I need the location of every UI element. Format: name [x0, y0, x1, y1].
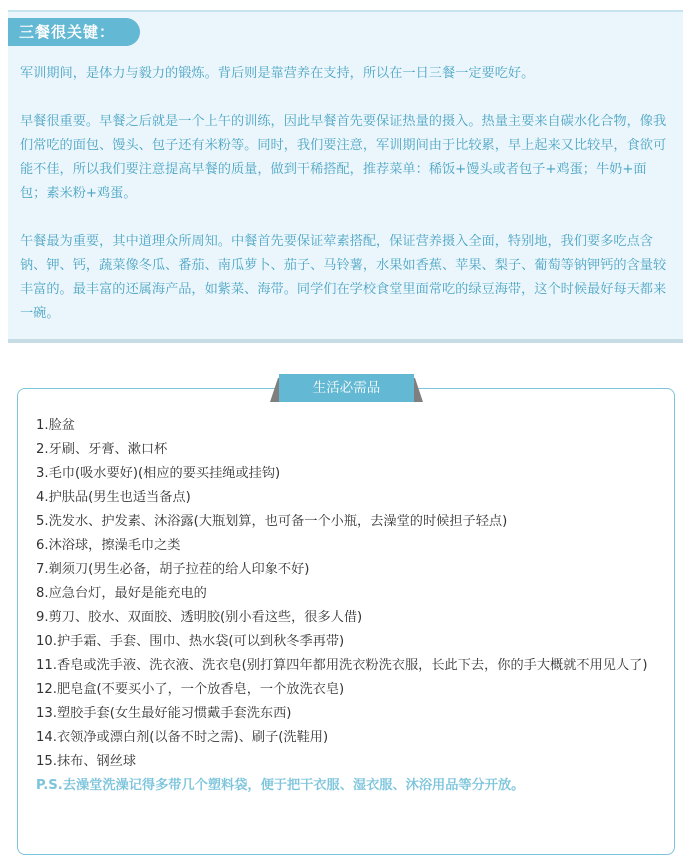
list-item: 7.剃须刀(男生必备，胡子拉茬的给人印象不好)	[36, 562, 310, 577]
supplies-list	[36, 414, 664, 798]
supplies-title: 生活必需品	[279, 374, 414, 402]
ps-note: P.S.去澡堂洗澡记得多带几个塑料袋，便于把干衣服、湿衣服、沐浴用品等分开放。	[36, 778, 525, 793]
meals-title: 三餐很关键：	[8, 18, 140, 46]
meals-paragraph-3: 午餐最为重要，其中道理众所周知。中餐首先要保证荤素搭配，保证营养摄入全面，特别地，我们要多吃点含钠、钾、钙，蔬菜像冬瓜、番茄、南瓜萝卜、茄子、马铃薯，水果如香蕉、苹果、梨子、葡萄等钠钾钙的含量较丰富的。最丰富的还属海产品，如紫菜、海带。同学们在学校食堂里面常吃的绿豆海带，这个时候最好每天都来一碗。	[20, 234, 667, 321]
list-item: 10.护手霜、手套、围巾、热水袋(可以到秋冬季再带)	[36, 634, 345, 649]
list-item: 3.毛巾(吸水要好)(相应的要买挂绳或挂钩)	[36, 466, 281, 481]
list-item: 13.塑胶手套(女生最好能习惯戴手套洗东西)	[36, 706, 292, 721]
list-item: 1.脸盆	[36, 418, 75, 433]
list-item: 8.应急台灯，最好是能充电的	[36, 586, 207, 601]
meals-paragraph-2: 早餐很重要。早餐之后就是一个上午的训练，因此早餐首先要保证热量的摄入。热量主要来自碳水化合物，像我们常吃的面包、馒头、包子还有米粉等。同时，我们要注意，军训期间由于比较累，早上起来又比较早，食欲可能不佳，所以我们要注意提高早餐的质量，做到干稀搭配，推荐菜单：稀饭+馒头或者包子+鸡蛋；牛奶+面包；素米粉+鸡蛋。	[20, 114, 667, 201]
list-item: 4.护肤品(男生也适当备点)	[36, 490, 191, 505]
list-item: 12.肥皂盒(不要买小了，一个放香皂，一个放洗衣皂)	[36, 682, 345, 697]
list-item: 15.抹布、钢丝球	[36, 754, 137, 769]
list-item: 5.洗发水、护发素、沐浴露(大瓶划算，也可备一个小瓶，去澡堂的时候担子轻点)	[36, 514, 508, 529]
list-item: 6.沐浴球，擦澡毛巾之类	[36, 538, 181, 553]
meals-paragraph-1: 军训期间，是体力与毅力的锻炼。背后则是靠营养在支持，所以在一日三餐一定要吃好。	[20, 66, 535, 81]
list-item: 2.牙刷、牙膏、漱口杯	[36, 442, 168, 457]
meals-text	[20, 62, 672, 350]
list-item: 9.剪刀、胶水、双面胶、透明胶(别小看这些，很多人借)	[36, 610, 363, 625]
list-item: 11.香皂或洗手液、洗衣液、洗衣皂(别打算四年都用洗衣粉洗衣服，长此下去，你的手大概就不用见人了)	[36, 658, 648, 673]
list-item: 14.衣领净或漂白剂(以备不时之需)、刷子(洗鞋用)	[36, 730, 329, 745]
